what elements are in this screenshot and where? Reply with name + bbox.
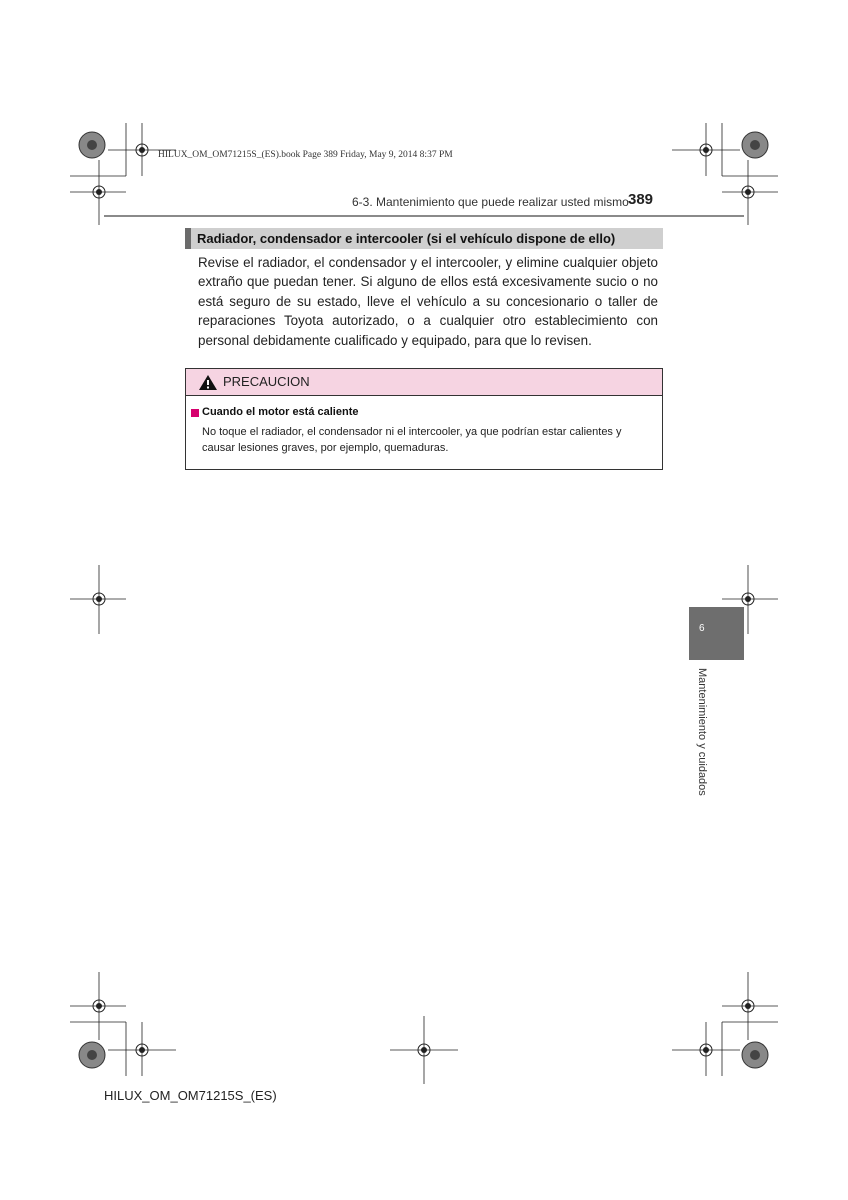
caution-label: PRECAUCION — [223, 374, 310, 389]
section-title: 6-3. Mantenimiento que puede realizar usted mismo — [352, 195, 629, 209]
chapter-tab — [689, 607, 744, 660]
warning-triangle-icon — [198, 374, 218, 391]
caution-box — [185, 368, 663, 470]
body-paragraph: Revise el radiador, el condensador y el intercooler, y elimine cualquier objeto extraño que puedan tener. Si alguno de ellos está excesivamente sucio o no está seguro de su estado, lleve el vehículo a su concesionario o taller de reparaciones Toyota autorizado, o a cualquier otro establecimiento con personal debidamente cualificado y equipado, para que lo revisen. — [198, 255, 658, 348]
page-number: 389 — [628, 191, 654, 208]
section-heading: Radiador, condensador e intercooler (si el vehículo dispone de ello) — [197, 231, 616, 246]
section-heading-bar — [185, 228, 663, 249]
caution-text: No toque el radiador, el condensador ni el intercooler, ya que podrían estar calientes y causar lesiones graves, por ejemplo, quemaduras. — [202, 426, 622, 454]
print-slug: HILUX_OM_OM71215S_(ES).book Page 389 Friday, May 9, 2014 8:37 PM — [158, 150, 453, 160]
header-rule — [104, 215, 744, 217]
bullet-square — [191, 409, 199, 417]
caution-subheading: Cuando el motor está caliente — [202, 406, 359, 418]
footer-doc-code: HILUX_OM_OM71215S_(ES) — [104, 1088, 277, 1103]
chapter-label: Mantenimiento y cuidados — [696, 668, 708, 796]
heading-accent — [185, 228, 191, 249]
caution-header — [186, 369, 662, 396]
chapter-number: 6 — [699, 623, 705, 634]
